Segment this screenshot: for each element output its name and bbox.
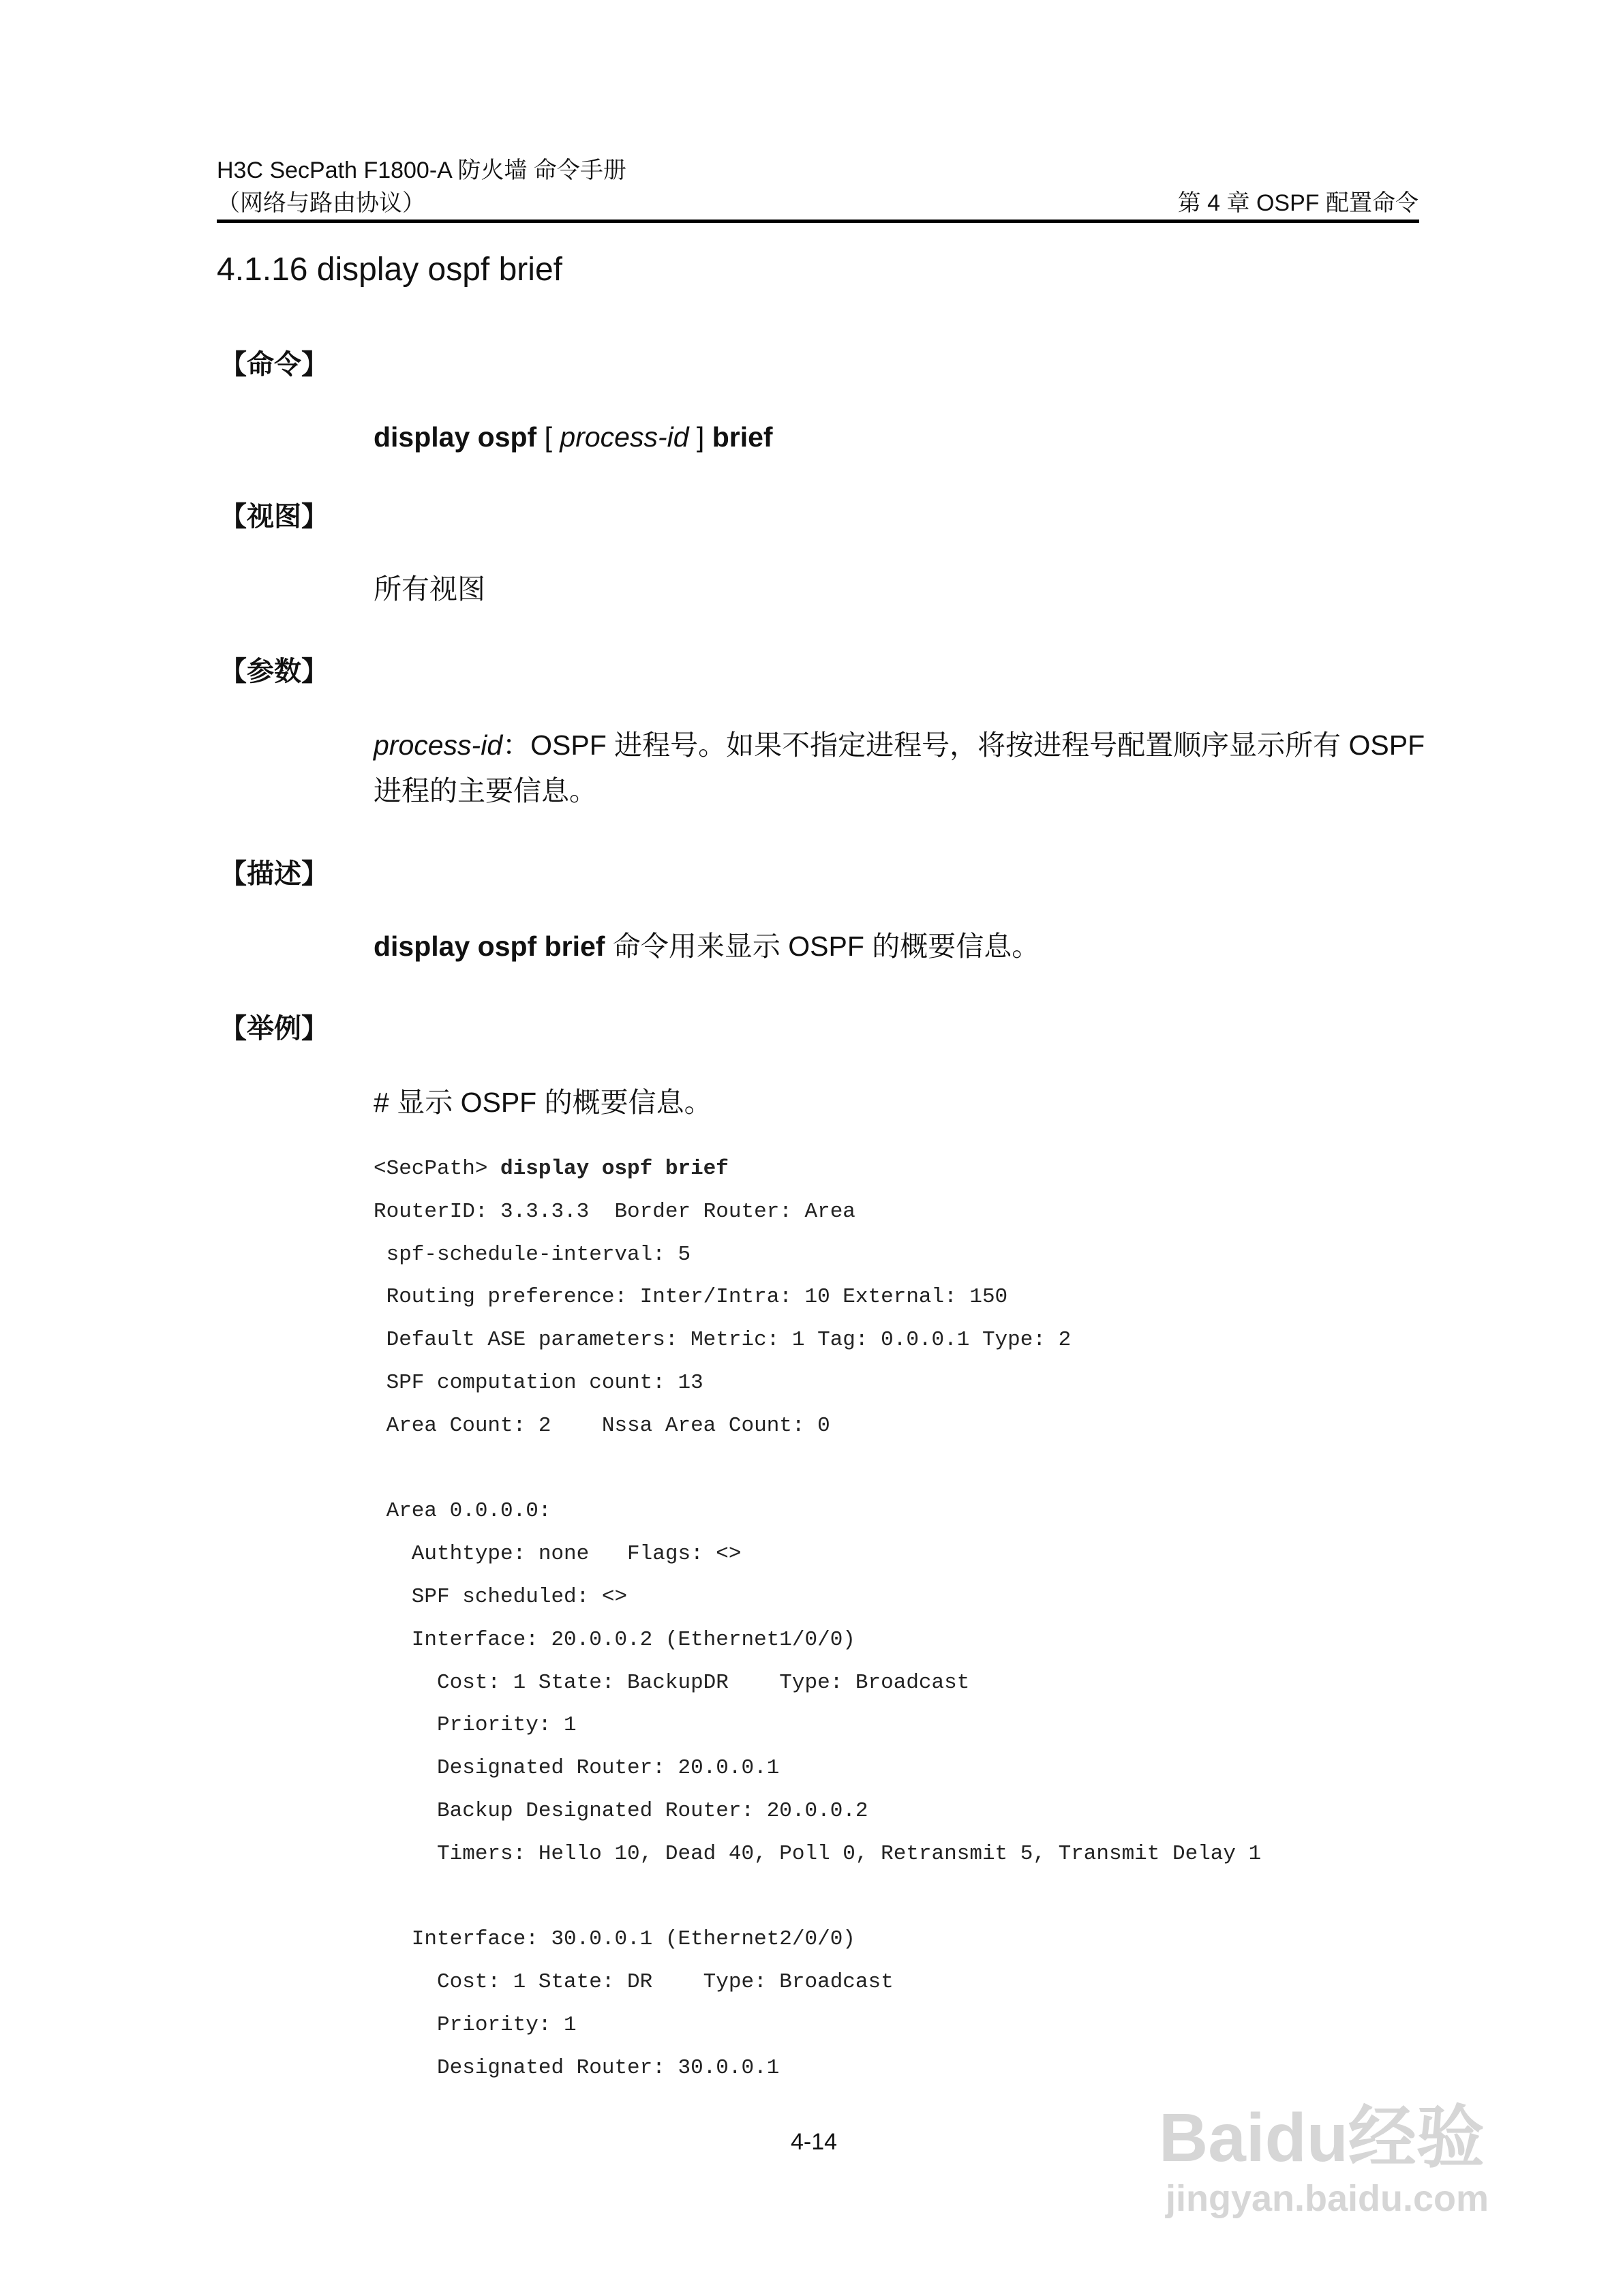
desc-body: 命令用来显示 OSPF 的概要信息。 [605,931,1040,962]
page-number: 4-14 [791,2129,838,2155]
output-line [374,1876,1261,1919]
watermark-url: jingyan.baidu.com [1166,2178,1489,2219]
param-desc-line1 [374,729,1425,761]
command-label: 【命令】 [219,350,329,380]
command-syntax [374,421,773,453]
baidu-watermark [1159,2100,1489,2221]
command-keyword: display ospf [374,421,537,453]
prompt: <SecPath> [374,1157,501,1181]
output-line [374,1448,1261,1491]
output-line: Default ASE parameters: Metric: 1 Tag: 0.0.0.1 Type: 2 [374,1328,1072,1353]
view-text: 所有视图 [374,573,485,605]
output-line: Interface: 30.0.0.1 (Ethernet2/0/0) [374,1927,855,1952]
param-desc: ：OSPF 进程号。如果不指定进程号，将按进程号配置顺序显示所有 OSPF [502,729,1425,761]
output-line: Designated Router: 30.0.0.1 [374,2055,780,2080]
prompt-line [374,1148,1261,1191]
output-line: RouterID: 3.3.3.3 Border Router: Area [374,1199,855,1224]
output-line: SPF scheduled: <> [374,1584,628,1609]
view-label: 【视图】 [219,502,329,532]
output-line: Routing preference: Inter/Intra: 10 External: 150 [374,1285,1008,1310]
bracket-open: [ [536,421,560,453]
example-label: 【举例】 [219,1014,329,1044]
output-line: Authtype: none Flags: <> [374,1542,742,1567]
bracket-close: ] [688,421,712,453]
output-line: spf-schedule-interval: 5 [374,1242,691,1267]
output-line: Cost: 1 State: DR Type: Broadcast [374,1970,894,1995]
desc-command: display ospf brief [374,931,605,962]
output-line: Interface: 20.0.0.2 (Ethernet1/0/0) [374,1627,855,1652]
watermark-logo-text: Baidu经验 [1159,2100,1485,2176]
command-output-block [374,1148,1261,2090]
desc-label: 【描述】 [219,859,329,889]
output-line: Priority: 1 [374,1713,577,1738]
output-line: Designated Router: 20.0.0.1 [374,1756,780,1781]
manual-title: H3C SecPath F1800-A 防火墙 命令手册 [217,157,626,183]
section-heading: 4.1.16 display ospf brief [217,252,562,288]
chapter-title: 第 4 章 OSPF 配置命令 [1177,190,1419,216]
command-keyword-brief: brief [712,421,773,453]
output-line: Area 0.0.0.0: [374,1499,551,1524]
manual-subtitle: （网络与路由协议） [217,190,425,216]
output-line: SPF computation count: 13 [374,1370,703,1395]
example-intro: # 显示 OSPF 的概要信息。 [374,1087,712,1118]
output-line: Priority: 1 [374,2012,577,2037]
command-arg: process-id [560,421,689,453]
output-line: Backup Designated Router: 20.0.0.2 [374,1798,868,1823]
prompt-command: display ospf brief [500,1157,729,1181]
desc-text [374,930,1040,963]
output-line: Cost: 1 State: BackupDR Type: Broadcast [374,1670,970,1695]
header-rule [217,220,1419,223]
param-desc-line2: 进程的主要信息。 [374,775,597,806]
params-label: 【参数】 [219,656,329,686]
output-lines [374,1191,1261,2090]
param-name: process-id [374,729,503,761]
output-line: Timers: Hello 10, Dead 40, Poll 0, Retransmit 5, Transmit Delay 1 [374,1841,1262,1866]
output-line: Area Count: 2 Nssa Area Count: 0 [374,1413,830,1438]
